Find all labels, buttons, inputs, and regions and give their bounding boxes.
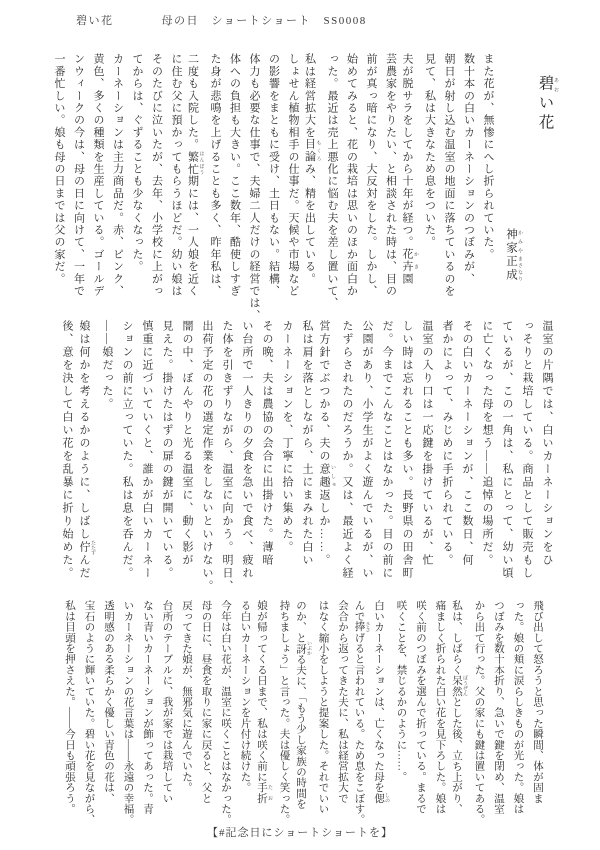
text-column: しょせん植物相手の仕事だ。天候や市場など	[287, 53, 299, 297]
text-column: 飛び出して怒ろうと思った瞬間、体が固ま	[532, 600, 543, 804]
text-column: また花が、無惨にへし折られていた。	[482, 53, 494, 261]
story-band-1	[48, 53, 559, 323]
text-column: 今年は白い花が、温室に咲くことはなかった。	[220, 600, 231, 825]
header-subtitle: 母の日 ショートショート SS0008	[161, 15, 367, 27]
story-band-2	[55, 320, 555, 593]
author-name: 神家 かみや正成 まさなり	[505, 228, 522, 282]
text-column: 闇の中、ぼんやりと光る温室に、動く影が	[181, 320, 193, 567]
text-column: 透明感のある柔らかく優しい青色の花は、	[103, 600, 114, 804]
text-column: その白いカーネーションが、ここ数日、何	[461, 320, 473, 567]
text-column: 宝石のように輝いていた。碧い花を見ながら、	[83, 600, 95, 825]
text-column: から出て行った。父の家にも鍵は置いてある。	[473, 600, 485, 825]
text-column: 娘は何かを考えるかのように、しばし佇 たたずんだ	[78, 320, 95, 580]
text-column: 私は、しばらく呆然 ぼうぜんとした後、立ち上がり、	[451, 600, 467, 815]
text-column: んで捧 ささげると言われている。ため息をこぼす。	[353, 600, 370, 825]
text-column: 慎重に近づいていくと、誰かが白いカーネー	[141, 320, 153, 580]
text-column: カーネーションは主力商品だ。赤、ピンク、	[111, 53, 124, 297]
header-story-title: 碧い花	[76, 15, 114, 27]
text-column: 台所のテーブルに、我が家では栽培してい	[161, 600, 173, 804]
text-column: 私は肩を落としながら、土にまみれた白い	[301, 320, 313, 567]
page-header	[76, 12, 367, 28]
text-column: 咲くことを、禁じるかのように……。	[395, 600, 407, 782]
footer-note: 【#記念日にショートショートを】	[206, 827, 394, 839]
text-column: 二度も入院した。繁忙 はんぼう期には、一人娘を近く	[186, 53, 204, 298]
text-column: に住む父に預かってもらうほどだ。幼い娘は	[170, 53, 182, 297]
text-column: 温室の入り口は一応鍵を掛けているが、忙	[421, 320, 433, 567]
text-column: ンウィークの今は、母の日に向けて、一年で	[72, 53, 85, 297]
text-column: だ。今までこんなことはなかった。目の前に	[381, 320, 393, 580]
text-column: そのたびに泣いたが、去年、小学校に上がっ	[150, 53, 163, 297]
text-column: の影響をまともに受け、土日もない。結構、	[267, 53, 280, 297]
text-column: 見えた。掛けたはずの扉の鍵が開いている。	[161, 320, 173, 580]
text-column: い台所で一人きりの夕食を急いで食べ、疲れ	[241, 320, 253, 580]
text-column: 会合から返ってきた夫に、私は経営拡大で	[337, 600, 348, 804]
text-column: 前が真っ暗になり、大反対をした。しかし、	[365, 53, 377, 297]
text-column: った。娘の頬に涙らしきものが光った。娘は	[512, 600, 524, 814]
text-column: に亡くなった母を想う——追悼の場所だ。	[481, 320, 493, 567]
text-column: ションの前に立っていた。私は息を呑んだ。	[121, 320, 133, 580]
text-column: 咲く前のつぼみを選んで折っている。まるで	[415, 600, 426, 814]
text-column: いカーネーションの花言葉は——永遠の幸福。	[122, 600, 134, 825]
text-column: たずらされたのだろうか。又は、最近よく経	[341, 320, 353, 580]
text-column: のか、と訝 いぶかる夫に、「もう少し家族の時間を	[295, 600, 311, 810]
text-column: 者かによって、みじめに手折られている。	[441, 320, 453, 567]
text-column: 痛ましく折られた白い花を見下ろした。娘は	[434, 600, 446, 814]
text-column: 始めてみると、花の栽培は思いのほか面白か	[345, 53, 358, 297]
story-title: 碧 あおい花	[536, 75, 558, 134]
text-column: 体への負担も大きい。ここ数年、酷使しすぎ	[228, 53, 241, 297]
text-column: 夫が脱サラをしてから十年が経つ。花卉 かき園	[401, 53, 418, 285]
text-column: ない青いカーネーションが飾ってあった。青	[142, 600, 153, 814]
text-column: 体力も必要な仕事で、夫婦二人だけの経営では、	[248, 53, 260, 322]
text-column: 持ちましょう」と言った。夫は優しく笑った。	[278, 600, 290, 825]
text-column: 一番忙しい。娘も母の日までは父の家だ。	[53, 53, 65, 285]
text-column: 営方針でぶつかる、夫の意趣 いしゅ返しか……。	[318, 320, 335, 567]
text-column: はなく縮小をしようと提案した。それでいい	[317, 600, 329, 814]
text-column: る白いカーネーションを片付け続けた。	[239, 600, 251, 793]
text-column: 黄色、多くの種類を生産している。ゴールデ	[92, 53, 104, 297]
text-column: しい時は忘れることも多い。長野県の田舎町	[401, 320, 413, 580]
text-column: 母の日に、昼食を取りに家に戻ると、父と	[200, 600, 212, 804]
text-column: その晩、夫は農協の会合に出掛けた。薄暗	[261, 320, 273, 567]
text-column: つぼみを数十本折り、急いで鍵を閉め、温室	[493, 600, 504, 814]
text-column: 娘が帰ってくる日まで、私は咲く前に手折 たお	[256, 600, 272, 804]
text-column: 朝日が射し込む温室の地面に落ちているのを	[443, 53, 455, 297]
text-column: た体を引きずりながら、温室に向かう。明日、	[221, 320, 233, 593]
text-column: 後、意を決して白い花を乱暴に折り始めた。	[61, 320, 73, 580]
text-column: 見て、私は大きなため息をついた。	[423, 53, 436, 249]
text-column: ——娘だった。	[101, 320, 113, 411]
text-column: 白いカーネーションは、亡くなった母を偲 しの	[373, 600, 389, 804]
text-column: 芸農家をやりたい、と相談された時は、目の	[384, 53, 397, 297]
text-column: てからは、ぐずることも少なくなった。	[131, 53, 143, 273]
text-column: カーネーションを、丁寧に拾い集めた。	[281, 320, 293, 554]
text-column: 戻ってきた娘が、無邪気に遊んでいた。	[181, 600, 192, 793]
text-column: 私は経営拡大を目論 もくろみ、精を出している。	[303, 53, 321, 285]
text-column: 出荷予定の花の選定作業をしないといけない。	[201, 320, 213, 593]
story-band-3	[58, 600, 546, 825]
text-column: った。最近は売上悪化に悩む夫を差し置いて、	[326, 53, 338, 310]
text-column: 数十本の白いカーネーションのつぼみが、	[462, 53, 475, 285]
text-column: 私は目頭を押さえた。——今日も頑張ろう。	[64, 600, 75, 814]
text-column: ているが、この一角は、私にとって、幼い頃	[501, 320, 513, 580]
text-column: っそりと栽培している。商品として販売もし	[521, 320, 533, 580]
text-column: 公園があり、小学生がよく遊んでいるが、い	[361, 320, 373, 580]
text-column: た身が悲鳴を上げることも多く、昨年私は、	[209, 53, 221, 297]
text-column: 温室の片隅では、白いカーネーションをひ	[541, 320, 553, 567]
